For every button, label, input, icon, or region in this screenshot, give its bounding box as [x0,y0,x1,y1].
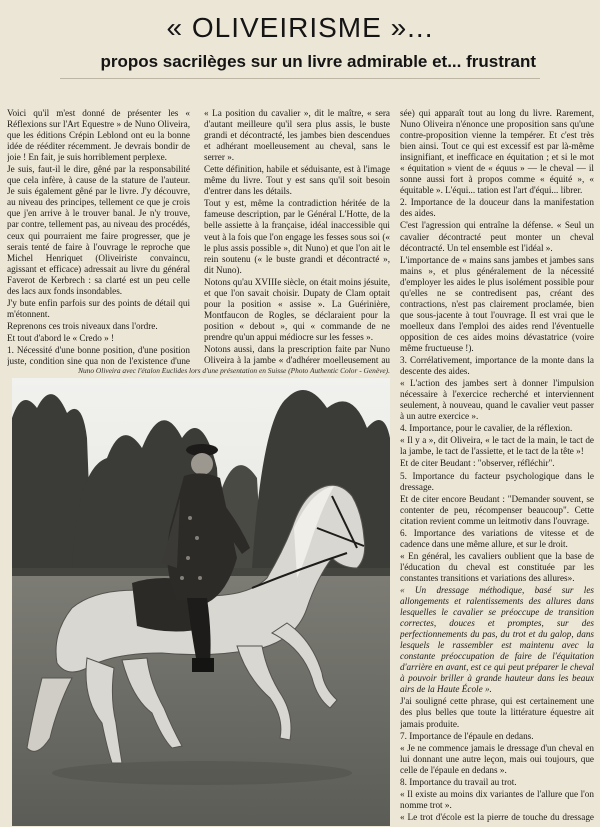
paragraph: « Il existe au moins dix variantes de l'allure que l'on nomme trot ». [400,788,594,810]
paragraph: Notons qu'au XVIIIe siècle, on était moins jésuite, et que l'on savait choisir. Dupaty de Clam optait pour la position « assise ». La Guérinière, Montfaucon de Rogles, se déclaraient pour la position « debout », qui « commande de ne prendre qu'un appui médiocre sur les fesses ». [204,276,390,342]
paragraph: « L'action des jambes sert à donner l'impulsion nécessaire à l'exercice recherché et interviennent seulement, à nouveau, quand le cavalier veut passer à un autre exercice ». [400,378,594,422]
paragraph: 8. Importance du travail au trot. [400,776,517,787]
paragraph: L'importance de « mains sans jambes et jambes sans mains », et plus généralement de la nécessité d'employer les aides le plus isolément possible pour qu'elles ne se contredisent pas, créant des contractions, n'est pas clairement proclamée, bien que sous-jacente à tout l'ouvrage. Il est vrai que le moelleux dans l'emploi des aides rend l'éventuelle opposition de ces aides moins dévastatrice (voire même fructueuse !). [400,254,594,353]
paragraph: 2. Importance de la douceur dans la manifestation des aides. [400,197,594,219]
paragraph: 1. Nécessité d'une bonne position, d'une position juste, condition sine qua non de l'existence d'une [7,344,190,366]
paragraph: Cette définition, habile et séduisante, est à l'image même du livre. Tout y est sans qu'il soit besoin d'entrer dans les détails. [204,164,390,197]
text-column-2 [204,108,390,366]
paragraph: C'est l'agression qui entraîne la défense. « Seul un cavalier décontracté peut monter un cheval décontracté. Un tel ensemble est l'idéal ». [400,220,594,253]
text-column-1 [7,108,190,366]
article-title: « OLIVEIRISME »... [166,12,434,43]
text-column-3 [400,108,594,823]
paragraph: sée) qui apparaît tout au long du livre. Rarement, Nuno Oliveira n'énonce une proposition sans qu'une contre-proposition vienne la tempérer. Et c'est très bien ainsi. Tout ce qui est excessif est par là-même insignifiant, et inefficace en équitation ; et si le mot « équitation » vient de « équus » — le cheval — il sonne aussi fort à propos comme « équité », « équitable ». L'équi... tation est l'art d'équi... librer. [400,108,594,196]
photo-caption: Nuno Oliveira avec l'étalon Euclides lors d'une présentation en Suisse (Photo Authentic Color - Genève). [78,366,390,375]
paragraph: « En général, les cavaliers oublient que la base de l'éducation du cheval est constituée par les constantes transitions et variations des allures». [400,550,594,583]
paragraph: J'y bute enfin parfois sur des points de détail qui m'étonnent. [7,297,190,319]
paragraph: 7. Importance de l'épaule en dedans. [400,730,534,741]
horse-rider-photo [12,378,390,826]
horse-rider-illustration [12,378,390,826]
paragraph: « Un dressage méthodique, basé sur les allongements et ralentissements des allures dans lesquelles le cavalier se préoccupe de transition correctes, douces et promptes, sur des perfectionnements du pas, du trot et du galop, dans lesquels le rassembler est maintenu avec la constante préoccupation de faire de l'équitation d'arrière en avant, est ce qui peut préparer le cheval à pouvoir briller à grande hauteur dans les beaux airs de la Haute École ». [400,584,594,695]
paragraph: Notons aussi, dans la prescription faite par Nuno Oliveira à la jambe « d'adhérer moelleusement au [204,343,390,366]
article-subtitle: propos sacrilèges sur un livre admirable et... frustrant [100,52,536,71]
paragraph: Et de citer Beudant : "observer, réfléchir". [400,458,555,469]
paragraph: Tout y est, même la contradiction héritée de la fameuse description, par le Général L'Hotte, de la belle assiette à la française, idéal inaccessible qui veut à la fois que l'on engage les fesses sous soi (« le plus assis possible », dit Nuno) et que l'on ait le rein soutenu (« le buste grandi et décontracté », dit Nuno). [204,198,390,275]
paragraph: Et tout d'abord le « Credo » ! [7,332,115,343]
paragraph: 6. Importance des variations de vitesse et de cadence dans une même allure, et sur le droit. [400,527,594,549]
title-divider [60,78,540,79]
paragraph: 5. Importance du facteur psychologique dans le dressage. [400,470,594,492]
paragraph: « Je ne commence jamais le dressage d'un cheval en lui donnant une autre leçon, mais oui toujours, que celle de l'épaule en dedans ». [400,742,594,775]
paragraph: « La position du cavalier », dit le maître, « sera d'autant meilleure qu'il sera plus assis, le buste grandi et décontracté, les jambes bien descendues et adhérant moelleusement au cheval, sans le serrer ». [204,108,390,163]
paragraph: Je suis, faut-il le dire, gêné par la responsabilité que cela infère, à cause de la stature de l'auteur. Je suis également gêné par le livre. J'y découvre, au niveau des principes, tellement ce que je crois que j'en arrive à le trouver banal. Je n'y trouve, par contre, tellement pas, au niveau des procédés, ceux qui pourraient me faire progresser, que je serais tenté de faire à l'ouvrage le reproche que Michel Henriquet (Oliveiriste convaincu, agissant et efficace) adressait au livre du général Faverot de Kerbrech : sa clarté est un peu celle des lacs aux fonds insondables. [7,164,190,296]
paragraph: « Le trot d'école est la pierre de touche du dressage [400,811,594,822]
paragraph: Reprenons ces trois niveaux dans l'ordre. [7,320,158,331]
paragraph: 4. Importance, pour le cavalier, de la réflexion. [400,423,573,434]
paragraph: « Il y a », dit Oliveira, « le tact de la main, le tact de la jambe, le tact de l'assiette, et le tact de la tête »! [400,435,594,457]
paragraph: Voici qu'il m'est donné de présenter les « Réflexions sur l'Art Equestre » de Nuno Oliveira, que les éditions Crépin Leblond ont eu la bonne idée de rééditer récemment. Je devrais bondir de joie ! En fait, je suis horriblement perplexe. [7,108,190,163]
paragraph: J'ai souligné cette phrase, qui est certainement une des plus belles que toute la littérature équestre ait jamais produite. [400,696,594,729]
paragraph: Et de citer encore Beudant : "Demander souvent, se contenter de peu, récompenser beaucoup". Cette citation revient comme un leitmotiv dans l'ouvrage. [400,493,594,526]
paragraph: 3. Corrélativement, importance de la monte dans la descente des aides. [400,355,594,377]
